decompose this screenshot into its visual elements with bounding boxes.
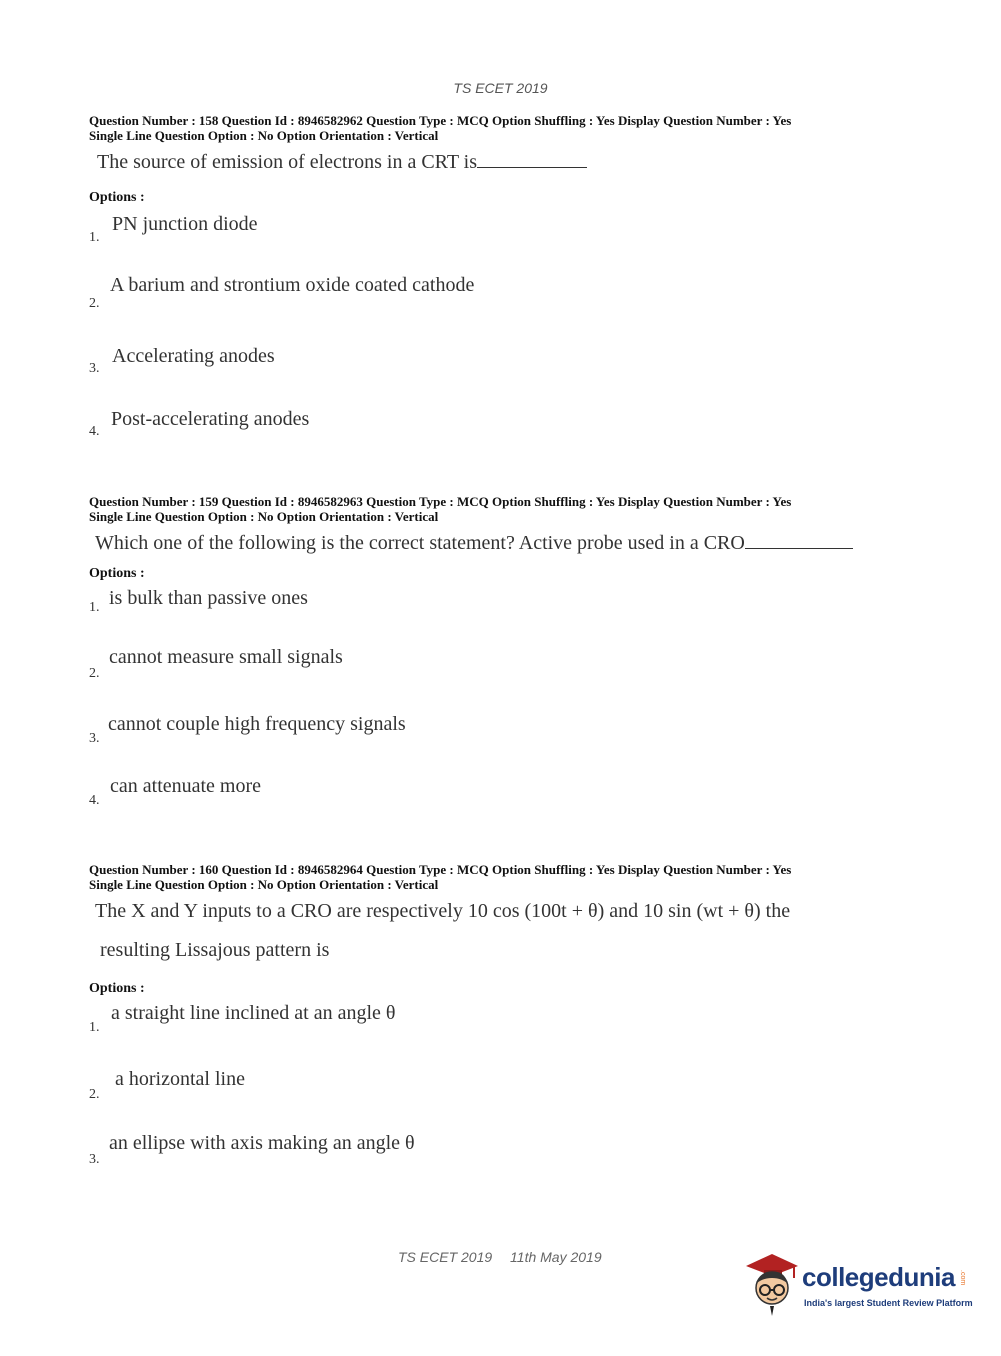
option-text: cannot couple high frequency signals [108, 713, 406, 735]
option-number: 4. [89, 793, 100, 808]
option-number: 1. [89, 1020, 100, 1035]
question-text [95, 524, 919, 563]
option-number: 3. [89, 1152, 100, 1167]
option-number: 2. [89, 296, 100, 311]
logo-tagline: India's largest Student Review Platform [804, 1298, 973, 1308]
page-footer [398, 1249, 616, 1265]
footer-exam: TS ECET 2019 [398, 1249, 493, 1265]
page-header: TS ECET 2019 [453, 80, 548, 96]
option-text: Post-accelerating anodes [111, 408, 310, 430]
question-meta-2: Single Line Question Option : No Option Orientation : Vertical [89, 509, 439, 524]
option-text: cannot measure small signals [109, 646, 343, 668]
option-number: 1. [89, 230, 100, 245]
option-text: can attenuate more [110, 775, 262, 797]
option-text: Accelerating anodes [112, 345, 275, 367]
question-meta: Question Number : 160 Question Id : 8946582964 Question Type : MCQ Option Shuffling : Yes Display Question Number : Yes [89, 862, 792, 877]
options-label: Options : [89, 566, 145, 581]
options-label: Options : [89, 981, 145, 996]
options-label: Options : [89, 190, 145, 205]
question-text-line-2: resulting Lissajous pattern is [100, 939, 330, 961]
option-number: 1. [89, 600, 100, 615]
footer-date: 11th May 2019 [510, 1249, 602, 1265]
question-meta-2: Single Line Question Option : No Option Orientation : Vertical [89, 128, 439, 143]
question-159 [89, 494, 919, 808]
option-text: PN junction diode [112, 213, 258, 235]
answer-blank [745, 530, 853, 549]
question-text-content: Which one of the following is the correct statement? Active probe used in a CRO [95, 532, 745, 554]
option-number: 3. [89, 731, 100, 746]
question-160 [89, 862, 919, 1167]
option-text: an ellipse with axis making an angle θ [109, 1132, 415, 1154]
option-number: 2. [89, 666, 100, 681]
logo-wordmark: collegedunia [802, 1262, 955, 1292]
option-text: is bulk than passive ones [109, 587, 308, 609]
question-158 [89, 113, 919, 439]
question-meta: Question Number : 159 Question Id : 8946582963 Question Type : MCQ Option Shuffling : Yes Display Question Number : Yes [89, 494, 792, 509]
logo-domain-suffix: .com [959, 1270, 966, 1286]
mascot-icon [742, 1248, 802, 1318]
question-meta: Question Number : 158 Question Id : 8946582962 Question Type : MCQ Option Shuffling : Yes Display Question Number : Yes [89, 113, 792, 128]
answer-blank [477, 149, 587, 168]
option-number: 2. [89, 1087, 100, 1102]
question-meta-2: Single Line Question Option : No Option Orientation : Vertical [89, 877, 439, 892]
option-text: A barium and strontium oxide coated cathode [110, 274, 475, 296]
question-text [97, 143, 919, 182]
option-number: 3. [89, 361, 100, 376]
option-text: a horizontal line [115, 1068, 245, 1090]
question-text-content: The source of emission of electrons in a CRT is [97, 151, 478, 173]
option-text: a straight line inclined at an angle θ [111, 1002, 396, 1024]
question-text: The X and Y inputs to a CRO are respectively 10 cos (100t + θ) and 10 sin (wt + θ) the [95, 900, 791, 922]
collegedunia-logo[interactable] [742, 1248, 972, 1318]
option-number: 4. [89, 424, 100, 439]
